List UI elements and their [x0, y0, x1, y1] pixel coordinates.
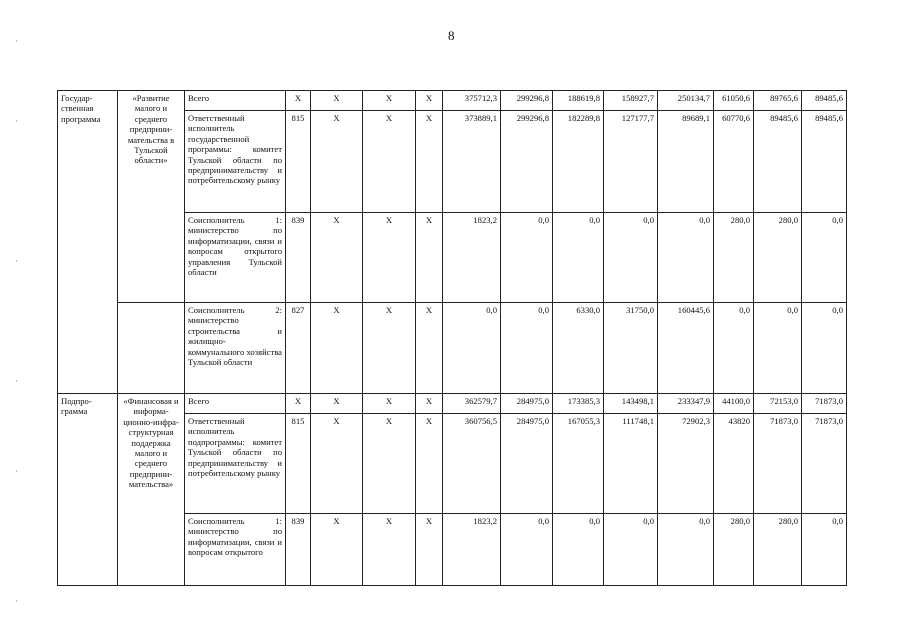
value-cell: 31750,0	[604, 303, 658, 394]
table-row	[58, 91, 847, 111]
responsible-cell: Всего	[185, 91, 286, 111]
value-cell: 71873,0	[754, 414, 802, 514]
responsible-cell: Ответственный исполнитель подпрограммы: комитет Тульской области по предпринимательству и потребительскому рынку	[185, 414, 286, 514]
mark-cell: X	[363, 213, 416, 303]
mark-cell: X	[311, 394, 363, 414]
code-cell: 839	[286, 213, 311, 303]
code-cell: 815	[286, 111, 311, 213]
responsible-cell: Соисполнитель 1: министерство по информатизации, связи и вопросам открытого управления Тульской области	[185, 213, 286, 303]
code-cell: 815	[286, 414, 311, 514]
value-cell: 0,0	[501, 514, 553, 586]
value-cell: 280,0	[754, 514, 802, 586]
value-cell: 89485,6	[802, 91, 847, 111]
value-cell: 89689,1	[658, 111, 714, 213]
responsible-cell: Всего	[185, 394, 286, 414]
program-name-cell: «Финансовая и информа-ционно-инфра-структурная поддержка малого и среднего предприни-мательства»	[118, 394, 185, 586]
value-cell: 6330,0	[553, 303, 604, 394]
code-cell: X	[286, 394, 311, 414]
mark-cell: X	[416, 91, 443, 111]
mark-cell: X	[311, 514, 363, 586]
mark-cell: X	[363, 414, 416, 514]
mark-cell: X	[416, 303, 443, 394]
table-row	[58, 394, 847, 414]
responsible-cell: Соисполнитель 2: министерство строительства и жилищно-коммунального хозяйства Тульской области	[185, 303, 286, 394]
value-cell: 72902,3	[658, 414, 714, 514]
value-cell: 373889,1	[443, 111, 501, 213]
value-cell: 143498,1	[604, 394, 658, 414]
value-cell: 0,0	[658, 213, 714, 303]
value-cell: 89485,6	[754, 111, 802, 213]
mark-cell: X	[416, 414, 443, 514]
mark-cell: X	[311, 303, 363, 394]
value-cell: 233347,9	[658, 394, 714, 414]
table-row	[58, 303, 847, 394]
program-status-cell: Государ-ственная программа	[58, 91, 118, 394]
value-cell: 43820	[714, 414, 754, 514]
value-cell: 280,0	[714, 213, 754, 303]
value-cell: 1823,2	[443, 514, 501, 586]
value-cell: 158927,7	[604, 91, 658, 111]
mark-cell: X	[363, 91, 416, 111]
responsible-cell: Соисполнитель 1: министерство по информатизации, связи и вопросам открытого	[185, 514, 286, 586]
value-cell: 362579,7	[443, 394, 501, 414]
value-cell: 167055,3	[553, 414, 604, 514]
value-cell: 284975,0	[501, 394, 553, 414]
value-cell: 0,0	[802, 213, 847, 303]
value-cell: 0,0	[553, 514, 604, 586]
mark-cell: X	[311, 213, 363, 303]
value-cell: 0,0	[754, 303, 802, 394]
mark-cell: X	[416, 111, 443, 213]
mark-cell: X	[311, 111, 363, 213]
mark-cell: X	[363, 514, 416, 586]
value-cell: 188619,8	[553, 91, 604, 111]
page-number: 8	[448, 28, 455, 43]
value-cell: 0,0	[443, 303, 501, 394]
value-cell: 127177,7	[604, 111, 658, 213]
value-cell: 0,0	[714, 303, 754, 394]
value-cell: 182289,8	[553, 111, 604, 213]
program-name-cell	[118, 303, 185, 394]
value-cell: 60770,6	[714, 111, 754, 213]
responsible-cell: Ответственный исполнитель государственной программы: комитет Тульской области по предпринимательству и потребительскому рынку	[185, 111, 286, 213]
mark-cell: X	[363, 111, 416, 213]
value-cell: 0,0	[604, 213, 658, 303]
mark-cell: X	[311, 91, 363, 111]
value-cell: 0,0	[553, 213, 604, 303]
code-cell: 827	[286, 303, 311, 394]
mark-cell: X	[416, 514, 443, 586]
value-cell: 71873,0	[802, 414, 847, 514]
value-cell: 89765,6	[754, 91, 802, 111]
value-cell: 284975,0	[501, 414, 553, 514]
program-status-cell: Подпро-грамма	[58, 394, 118, 586]
code-cell: X	[286, 91, 311, 111]
value-cell: 44100,0	[714, 394, 754, 414]
value-cell: 0,0	[802, 514, 847, 586]
mark-cell: X	[363, 303, 416, 394]
budget-table-body	[58, 91, 847, 586]
value-cell: 1823,2	[443, 213, 501, 303]
value-cell: 0,0	[604, 514, 658, 586]
mark-cell: X	[416, 213, 443, 303]
value-cell: 0,0	[501, 303, 553, 394]
mark-cell: X	[363, 394, 416, 414]
value-cell: 160445,6	[658, 303, 714, 394]
value-cell: 89485,6	[802, 111, 847, 213]
value-cell: 299296,8	[501, 111, 553, 213]
value-cell: 375712,3	[443, 91, 501, 111]
mark-cell: X	[416, 394, 443, 414]
value-cell: 250134,7	[658, 91, 714, 111]
value-cell: 360756,5	[443, 414, 501, 514]
program-name-cell: «Развитие малого и среднего предприни-мательства в Тульской области»	[118, 91, 185, 303]
value-cell: 280,0	[714, 514, 754, 586]
value-cell: 0,0	[501, 213, 553, 303]
value-cell: 0,0	[658, 514, 714, 586]
value-cell: 173385,3	[553, 394, 604, 414]
value-cell: 111748,1	[604, 414, 658, 514]
value-cell: 61050,6	[714, 91, 754, 111]
value-cell: 71873,0	[802, 394, 847, 414]
value-cell: 280,0	[754, 213, 802, 303]
value-cell: 72153,0	[754, 394, 802, 414]
budget-table	[57, 90, 847, 586]
code-cell: 839	[286, 514, 311, 586]
value-cell: 299296,8	[501, 91, 553, 111]
mark-cell: X	[311, 414, 363, 514]
value-cell: 0,0	[802, 303, 847, 394]
